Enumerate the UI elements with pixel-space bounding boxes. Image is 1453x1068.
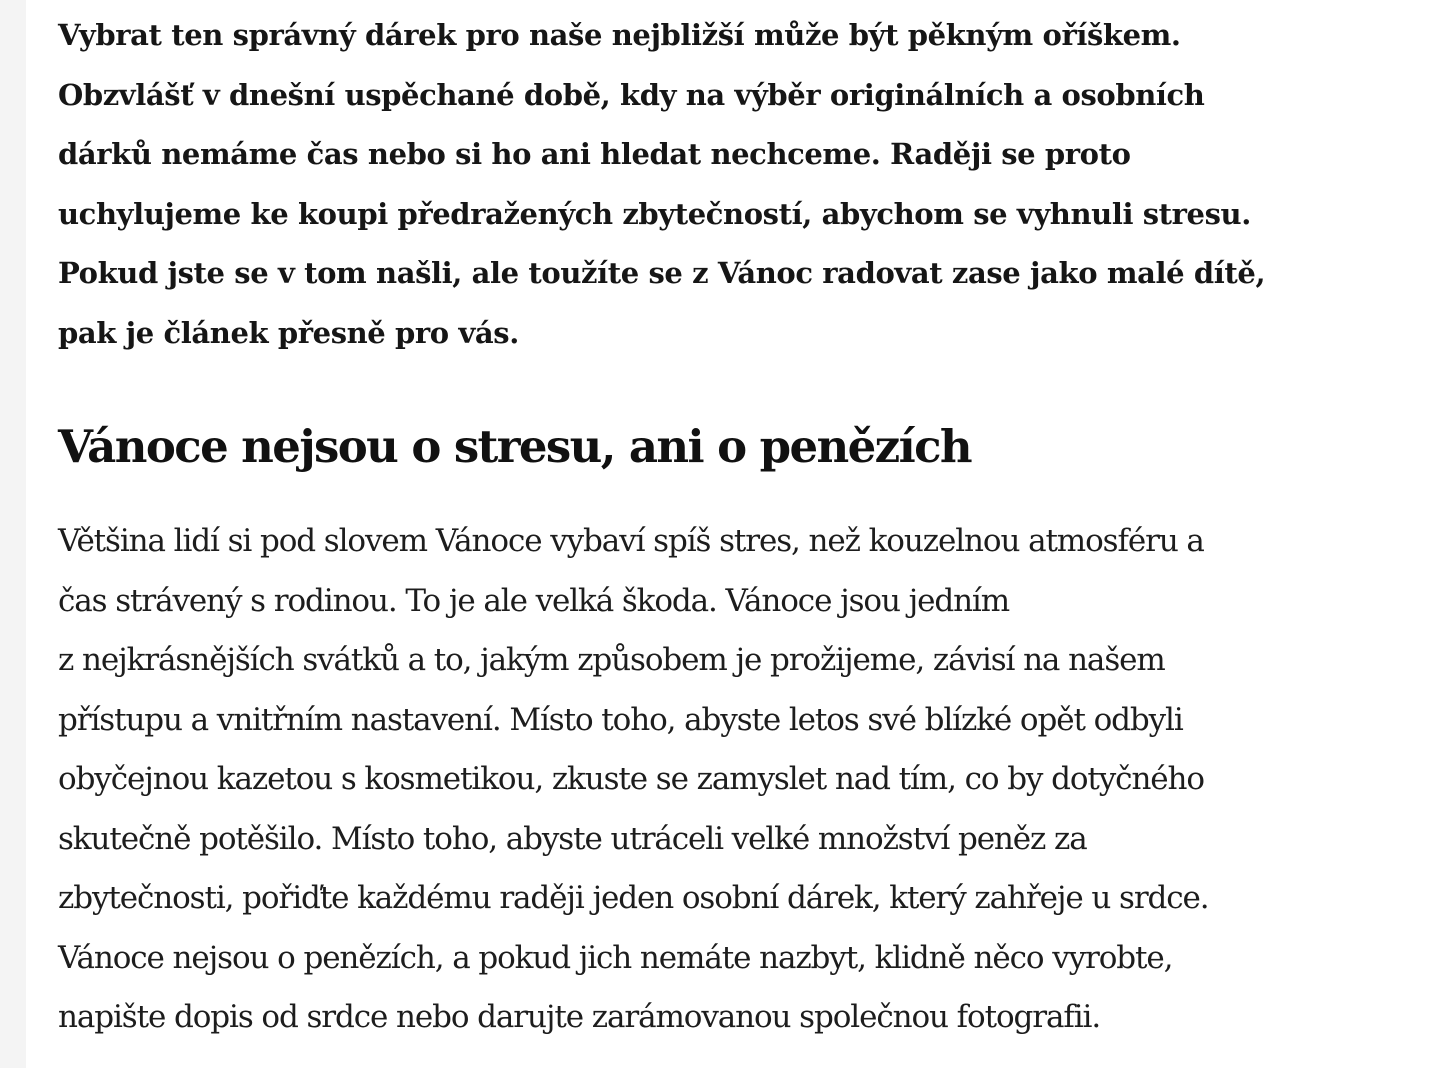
body-line: napište dopis od srdce nebo darujte zarámovanou společnou fotografii. — [58, 999, 1101, 1035]
body-line: Vánoce nejsou o penězích, a pokud jich nemáte nazbyt, klidně něco vyrobte, — [58, 939, 1173, 976]
section-heading: Vánoce nejsou o stresu, ani o penězích — [58, 420, 971, 473]
lead-line: dárků nemáme čas nebo si ho ani hledat nechceme. Raději se proto — [58, 137, 1131, 171]
article-page — [26, 0, 1453, 1068]
lead-line: Pokud jste se v tom našli, ale toužíte se z Vánoc radovat zase jako malé dítě, — [58, 256, 1266, 290]
lead-line: Vybrat ten správný dárek pro naše nejbližší může být pěkným oříškem. — [58, 18, 1181, 52]
body-line: zbytečnosti, pořiďte každému raději jeden osobní dárek, který zahřeje u srdce. — [58, 880, 1209, 916]
article-content — [58, 0, 1443, 1048]
body-line: čas strávený s rodinou. To je ale velká škoda. Vánoce jsou jedním — [58, 582, 1010, 619]
body-line: z nejkrásnějších svátků a to, jakým způsobem je prožijeme, závisí na našem — [58, 642, 1165, 678]
lead-line: Obzvlášť v dnešní uspěchané době, kdy na výběr originálních a osobních — [58, 77, 1205, 112]
lead-line: uchylujeme ke koupi předražených zbytečností, abychom se vyhnuli stresu. — [58, 196, 1251, 231]
body-line: obyčejnou kazetou s kosmetikou, zkuste se zamyslet nad tím, co by dotyčného — [58, 761, 1204, 797]
body-line: skutečně potěšilo. Místo toho, abyste utráceli velké množství peněz za — [58, 820, 1087, 857]
body-paragraph — [58, 478, 1443, 1048]
body-line: přístupu a vnitřním nastavení. Místo toho, abyste letos své blízké opět odbyli — [58, 701, 1183, 738]
body-line: Většina lidí si pod slovem Vánoce vybaví spíš stres, než kouzelnou atmosféru a — [58, 523, 1204, 559]
lead-paragraph — [58, 0, 1443, 363]
lead-line: pak je článek přesně pro vás. — [58, 315, 519, 350]
